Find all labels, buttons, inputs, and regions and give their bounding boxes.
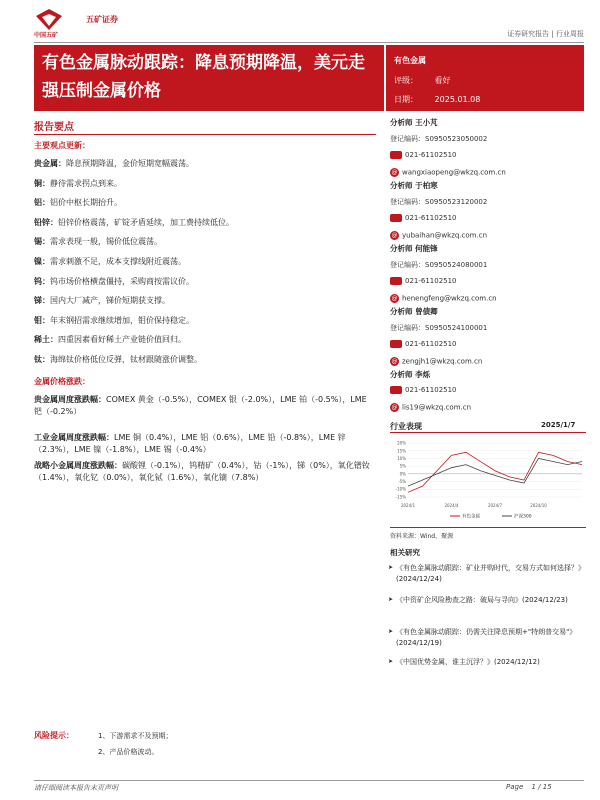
- price-change-subheading: 金属价格涨跌：: [34, 377, 90, 386]
- chart-source: 资料来源：Wind，聚源: [390, 533, 454, 540]
- key-point-text: 四重因素看好稀土产业链价值回归。: [58, 335, 186, 345]
- key-point-text: 需求刺激不足，成本支撑线附近震荡。: [50, 257, 186, 266]
- analyst-tel-text: 021-61102510: [405, 151, 457, 159]
- y-tick-label: -5%: [398, 479, 406, 485]
- analyst-reg-text: 登记编码：S0950524080001: [390, 261, 488, 269]
- precious-key: 贵金属周度涨跌幅：: [34, 395, 106, 404]
- date-value: 2025.01.08: [434, 95, 481, 104]
- analyst-name-text: 分析师 王小芃: [390, 118, 438, 127]
- y-tick-label: 15%: [397, 448, 406, 454]
- key-point-text: 年末钢招需求继续增加，钼价保持稳定。: [50, 315, 194, 325]
- analyst-tel-text: 021-61102510: [405, 214, 457, 222]
- key-point-item: [34, 314, 374, 328]
- y-tick-label: 20%: [397, 440, 406, 446]
- key-point-text: 国内大厂减产，锑价短期获支撑。: [50, 296, 170, 306]
- analyst-reg: [390, 260, 487, 270]
- precious-value: COMEX 黄金（-0.5%），COMEX 银（-2.0%），LME 铂（-0.5%），LME 钯（-0.2%）: [34, 395, 367, 416]
- legend-label: 沪深300: [514, 514, 532, 520]
- main-views-subheading: 主要观点更新：: [34, 141, 90, 150]
- key-points-divider: [34, 134, 376, 135]
- industrial-value: LME 铜（0.4%），LME 铝（0.6%），LME 铅（-0.8%），LME 锌（2.3%），LME 镍（-1.8%），LME 锡（-0.4%）: [34, 433, 346, 454]
- y-tick-label: 10%: [397, 455, 406, 461]
- key-points-heading: 报告要点: [34, 122, 74, 133]
- analyst-tel: [390, 277, 457, 285]
- page-label: Page: [506, 783, 524, 791]
- strategic-metals-change: [34, 460, 374, 484]
- key-point-item: [34, 255, 374, 269]
- analyst-name: [390, 243, 438, 254]
- analyst-tel: [390, 151, 457, 159]
- x-tick-label: 2024/7: [487, 503, 503, 508]
- bullet-arrow-icon: ➤: [388, 628, 394, 635]
- key-point-metal: 铜：: [34, 178, 50, 188]
- risk-label: 风险提示：: [34, 731, 74, 740]
- key-point-text: 需求表现一般，锡价低位震荡。: [50, 237, 162, 247]
- email-icon: @: [391, 295, 398, 302]
- risk-item-1: 1、下游需求不及预期；: [98, 732, 173, 740]
- analyst-tel-text: 021-61102510: [405, 386, 457, 394]
- analyst-email-text: henengfeng@wkzq.com.cn: [402, 294, 497, 303]
- key-point-text: 静待需求拐点到来。: [50, 178, 122, 188]
- logo-emblem-icon: [34, 8, 64, 32]
- date-label: 日期：: [394, 95, 418, 104]
- analyst-email-text: lis19@wkzq.com.cn: [402, 403, 472, 412]
- analyst-email: [390, 168, 506, 177]
- analyst-tel-text: 021-61102510: [405, 340, 457, 348]
- report-type: 证券研究报告 | 行业周报: [507, 30, 584, 38]
- series-line-2: [408, 458, 582, 486]
- legend-label: 有色金属: [462, 514, 480, 520]
- analyst-name-text: 分析师 于柏寒: [390, 181, 438, 190]
- analyst-email: [390, 294, 497, 303]
- key-point-text: 铅锌价格震荡，矿锭矛盾延续，加工费持续低位。: [58, 217, 234, 227]
- analyst-email: [390, 231, 487, 240]
- brand-cn: 中国五矿: [34, 32, 59, 39]
- analyst-reg: [390, 134, 487, 144]
- related-report-link[interactable]: 《中资矿企风险勘查之路：破局与寻向》(2024/12/23): [396, 596, 568, 604]
- industrial-metals-change: [34, 432, 374, 456]
- related-report-link[interactable]: 《有色金属脉动跟踪：仍需关注降息预期+"特朗普交易"》(2024/12/19): [396, 628, 577, 647]
- phone-icon: [390, 340, 402, 348]
- y-tick-label: -15%: [395, 494, 406, 500]
- key-point-text: 钨市场价格横盘僵持，采购商按需议价。: [50, 276, 194, 286]
- risk-item-2: 2、产品价格波动。: [98, 748, 159, 756]
- footer-page: [506, 783, 552, 791]
- page-number: 1 / 15: [531, 783, 552, 791]
- chart-top-divider: [390, 432, 586, 433]
- email-icon: @: [391, 404, 398, 411]
- analyst-tel: [390, 340, 457, 348]
- analyst-tel: [390, 214, 457, 222]
- analyst-name: [390, 306, 438, 317]
- bullet-arrow-icon: ➤: [388, 658, 394, 665]
- analyst-tel-text: 021-61102510: [405, 277, 457, 285]
- key-point-metal: 锑：: [34, 296, 50, 306]
- analyst-email-text: yubaihan@wkzq.com.cn: [402, 231, 488, 240]
- phone-icon: [390, 214, 402, 222]
- key-point-item: [34, 235, 374, 249]
- y-tick-label: -10%: [395, 486, 406, 492]
- key-point-item: [34, 196, 374, 210]
- key-point-metal: 稀土：: [34, 335, 58, 345]
- analyst-email: [390, 403, 471, 412]
- analyst-name: [390, 180, 438, 191]
- footer-divider: [34, 780, 584, 781]
- analyst-name-text: 分析师 李烁: [390, 370, 431, 379]
- analyst-email-text: wangxiaopeng@wkzq.com.cn: [402, 168, 506, 177]
- phone-icon: [390, 151, 402, 159]
- y-tick-label: 0%: [399, 471, 406, 477]
- analyst-reg-text: 登记编码：S0950524100001: [390, 324, 488, 332]
- key-point-item: [34, 177, 374, 191]
- industry-performance-chart: [390, 436, 586, 524]
- x-tick-label: 2024/4: [444, 503, 459, 508]
- strategic-value: 碳酸锂（-0.1%），钨精矿（0.4%），钴（-1%），锑（0%），氧化镨钕（1.4%），氧化钇（0.0%），氧化铽（1.6%），氧化镝（7.8%）: [34, 461, 370, 482]
- analyst-name-text: 分析师 曾债卿: [390, 307, 438, 316]
- key-point-metal: 钼：: [34, 315, 50, 325]
- analyst-email: [390, 357, 482, 366]
- related-report-link[interactable]: 《有色金属脉动跟踪：矿业并购时代，交易方式如何选择？》(2024/12/24): [396, 564, 585, 583]
- key-point-item: [34, 353, 374, 367]
- key-point-metal: 锡：: [34, 237, 50, 247]
- bullet-arrow-icon: ➤: [388, 564, 394, 571]
- rating-panel: [386, 45, 584, 111]
- bullet-arrow-icon: ➤: [388, 596, 394, 603]
- chart-title: 行业表现: [390, 422, 422, 431]
- report-title: 有色金属脉动跟踪：降息预期降温，美元走强压制金属价格: [34, 45, 384, 111]
- key-point-item: [34, 216, 374, 230]
- chart-bottom-divider: [390, 527, 586, 528]
- strategic-key: 战略小金属周度涨跌幅：: [34, 461, 122, 470]
- rating-value: 看好: [434, 76, 451, 85]
- rating-row: [394, 75, 451, 86]
- y-tick-label: 5%: [399, 463, 406, 469]
- precious-metals-change: [34, 394, 374, 418]
- email-icon: @: [391, 169, 398, 176]
- related-report-link[interactable]: 《中国优势金属，谁主沉浮？》(2024/12/12): [396, 658, 540, 666]
- key-point-metal: 钛：: [34, 355, 50, 364]
- key-point-metal: 贵金属：: [34, 159, 66, 168]
- analyst-name-text: 分析师 何能锋: [390, 244, 438, 253]
- key-point-text: 降息预期降温，金价短期宽幅震荡。: [66, 159, 194, 168]
- analyst-reg-text: 登记编码：S0950523120002: [390, 198, 488, 206]
- analyst-reg: [390, 197, 487, 207]
- related-heading: 相关研究: [390, 548, 420, 557]
- key-point-item: [34, 275, 374, 289]
- key-point-item: [34, 333, 374, 347]
- key-point-metal: 铝：: [34, 198, 50, 208]
- date-row: [394, 94, 480, 105]
- analyst-reg-text: 登记编码：S0950523050002: [390, 135, 488, 143]
- phone-icon: [390, 277, 402, 285]
- analyst-name: [390, 369, 430, 380]
- key-point-metal: 镍：: [34, 257, 50, 266]
- analyst-name: [390, 117, 438, 128]
- key-point-text: 海绵钛价格低位反弹，钛材跟随涨价调整。: [50, 355, 202, 364]
- footer-disclaimer: 请仔细阅读本报告末页声明: [34, 784, 118, 792]
- key-point-item: [34, 157, 374, 171]
- key-point-metal: 铅锌：: [34, 217, 58, 227]
- header-divider: [34, 42, 584, 43]
- industrial-key: 工业金属周度涨跌幅：: [34, 433, 114, 442]
- key-point-metal: 钨：: [34, 276, 50, 286]
- phone-icon: [390, 386, 402, 394]
- analyst-tel: [390, 386, 457, 394]
- analyst-email-text: zengjh1@wkzq.com.cn: [402, 357, 483, 366]
- x-tick-label: 2024/10: [530, 503, 547, 508]
- brand-securities: 五矿证券: [86, 15, 118, 24]
- chart-date: 2025/1/7: [541, 421, 576, 429]
- analyst-reg: [390, 323, 487, 333]
- x-tick-label: 2024/1: [400, 503, 416, 508]
- email-icon: @: [391, 358, 398, 365]
- industry-label: 有色金属: [394, 56, 426, 65]
- company-logo: [34, 6, 154, 39]
- email-icon: @: [391, 232, 398, 239]
- rating-label: 评级：: [394, 76, 418, 85]
- key-point-text: 铝价中枢长期抬升。: [50, 198, 122, 208]
- key-point-item: [34, 294, 374, 308]
